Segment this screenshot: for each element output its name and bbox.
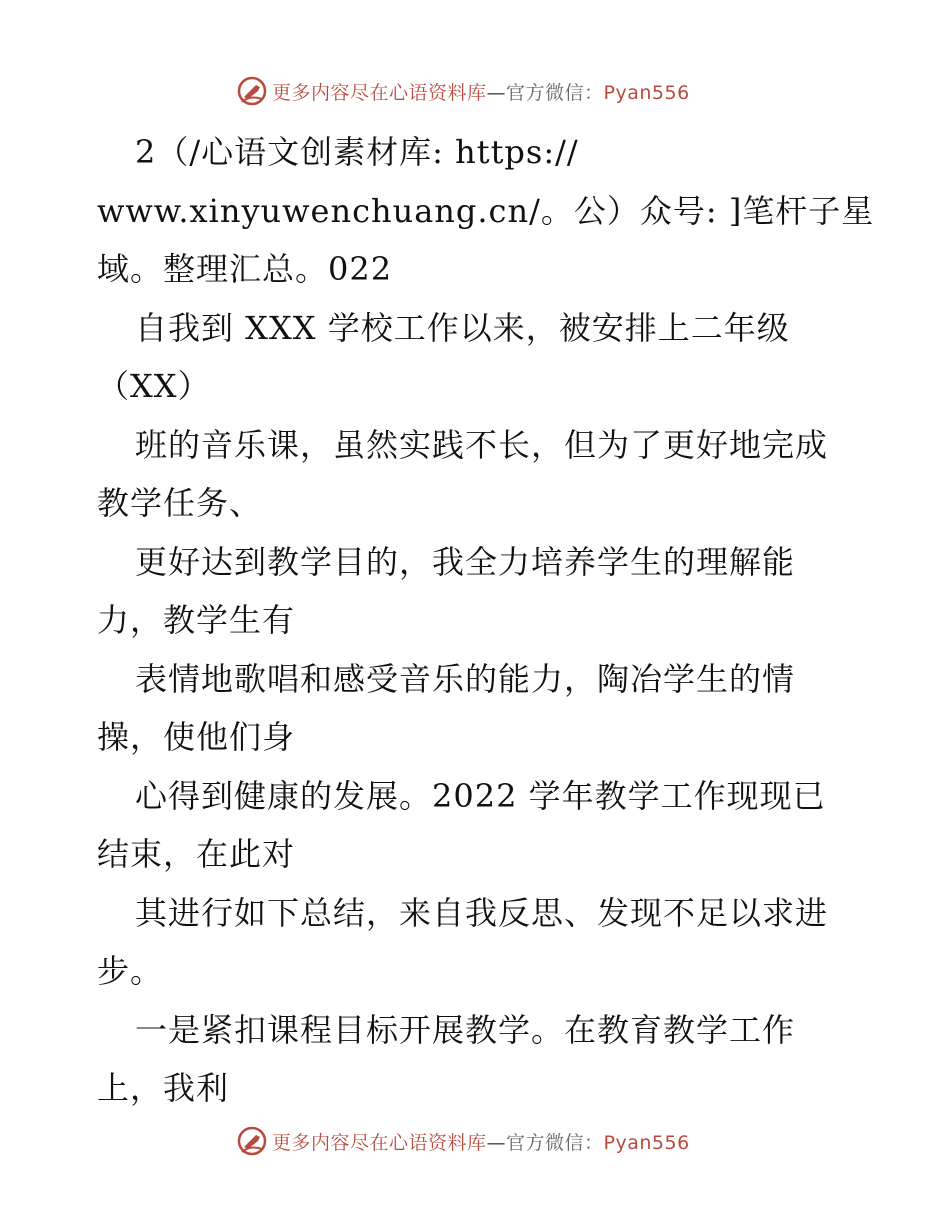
text-line: 步。 (97, 952, 164, 990)
text-line: 2（/心语文创素材库: https:// (135, 133, 579, 171)
text-line: 表情地歌唱和感受音乐的能力，陶冶学生的情 (135, 659, 796, 698)
text-line: 结束，在此对 (97, 835, 296, 873)
header-watermark (236, 73, 690, 109)
text-line: 域。整理汇总。022 (97, 250, 393, 288)
text-line: www.xinyuwenchuang.cn/。公）众号: ]笔杆子星 (97, 191, 875, 230)
watermark-dash: — (486, 1131, 507, 1154)
text-line: 操，使他们身 (97, 718, 296, 756)
text-line: 心得到健康的发展。2022 学年教学工作现现已 (135, 776, 826, 815)
text-line: （XX） (97, 367, 211, 405)
pen-nib-logo-icon (236, 1125, 268, 1157)
text-line: 上，我利 (97, 1069, 230, 1107)
watermark-brand: 更多内容尽在心语资料库 (272, 1131, 487, 1154)
watermark-wechat-label: 官方微信： (506, 1131, 604, 1154)
text-line: 更好达到教学目的，我全力培养学生的理解能 (135, 542, 796, 581)
watermark-wechat-label: 官方微信： (506, 81, 604, 104)
text-line: 自我到 XXX 学校工作以来，被安排上二年级 (135, 308, 790, 347)
text-line: 一是紧扣课程目标开展教学。在教育教学工作 (135, 1010, 796, 1049)
watermark-text (272, 1128, 690, 1155)
footer-watermark (236, 1123, 690, 1159)
text-line: 力，教学生有 (97, 601, 296, 639)
watermark-brand: 更多内容尽在心语资料库 (272, 81, 487, 104)
watermark-wechat-id: Pyan556 (603, 1131, 690, 1154)
document-body (97, 123, 875, 1118)
watermark-wechat-id: Pyan556 (603, 81, 690, 104)
watermark-dash: — (486, 81, 507, 104)
text-line: 教学任务、 (97, 484, 263, 522)
watermark-text (272, 78, 690, 105)
text-line: 班的音乐课，虽然实践不长，但为了更好地完成 (135, 425, 829, 464)
text-line: 其进行如下总结，来自我反思、发现不足以求进 (135, 893, 829, 932)
pen-nib-logo-icon (236, 75, 268, 107)
